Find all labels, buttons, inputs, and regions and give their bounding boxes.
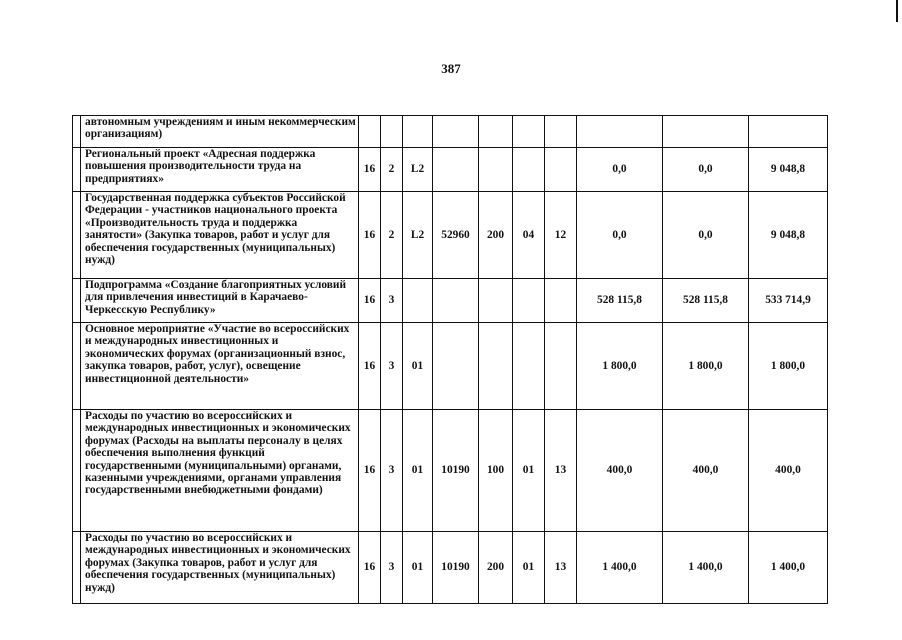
amount-year3-cell <box>749 116 828 148</box>
event-code-cell <box>403 279 433 323</box>
table-body <box>73 116 828 604</box>
row-marker-cell <box>73 323 81 410</box>
amount-year1-cell: 0,0 <box>577 192 663 279</box>
amount-year2-cell: 0,0 <box>663 148 749 192</box>
amount-year3-cell: 533 714,9 <box>749 279 828 323</box>
subprogram-code-cell: 3 <box>381 410 403 532</box>
expense-name-cell: Государственная поддержка субъектов Российской Федерации - участников национального проекта «Производительность труда и поддержка занятости» (Закупка товаров, работ и услуг для обеспечения государственных (муниципальных) нужд) <box>81 192 359 279</box>
ministry-code-cell <box>359 116 381 148</box>
ministry-code-cell: 16 <box>359 410 381 532</box>
subprogram-code-cell: 3 <box>381 279 403 323</box>
direction-code-cell <box>433 323 479 410</box>
row-marker-cell <box>73 148 81 192</box>
table-row <box>73 532 828 604</box>
section-cell: 01 <box>513 410 545 532</box>
table-row <box>73 323 828 410</box>
subsection-cell: 12 <box>545 192 577 279</box>
section-cell <box>513 323 545 410</box>
amount-year3-cell: 9 048,8 <box>749 192 828 279</box>
direction-code-cell <box>433 148 479 192</box>
row-marker-cell <box>73 279 81 323</box>
table-row <box>73 116 828 148</box>
direction-code-cell <box>433 116 479 148</box>
amount-year2-cell <box>663 116 749 148</box>
expense-name-cell: Подпрограмма «Создание благоприятных условий для привлечения инвестиций в Карачаево-Черкесскую Республику» <box>81 279 359 323</box>
section-cell: 04 <box>513 192 545 279</box>
expense-name-cell: Расходы по участию во всероссийских и международных инвестиционных и экономических форумах (Расходы на выплаты персоналу в целях обеспечения выполнения функций государственными (муниципальными) органами, казенными учреждениями, органами управления государственными внебюджетными фондами) <box>81 410 359 532</box>
page-edge-mark <box>896 0 898 22</box>
section-cell <box>513 148 545 192</box>
subsection-cell <box>545 279 577 323</box>
amount-year3-cell: 9 048,8 <box>749 148 828 192</box>
ministry-code-cell: 16 <box>359 148 381 192</box>
event-code-cell: L2 <box>403 148 433 192</box>
row-marker-cell <box>73 192 81 279</box>
expense-name-cell: Расходы по участию во всероссийских и международных инвестиционных и экономических форумах (Закупка товаров, работ и услуг для обеспечения государственных (муниципальных) нужд) <box>81 532 359 604</box>
amount-year1-cell: 1 400,0 <box>577 532 663 604</box>
subprogram-code-cell: 2 <box>381 192 403 279</box>
expense-type-cell <box>479 116 513 148</box>
event-code-cell: L2 <box>403 192 433 279</box>
event-code-cell: 01 <box>403 410 433 532</box>
amount-year2-cell: 1 800,0 <box>663 323 749 410</box>
subsection-cell: 13 <box>545 532 577 604</box>
amount-year2-cell: 0,0 <box>663 192 749 279</box>
amount-year3-cell: 1 800,0 <box>749 323 828 410</box>
budget-table <box>72 115 828 604</box>
expense-name-cell: автономным учреждениям и иным некоммерческим организациям) <box>81 116 359 148</box>
amount-year1-cell: 0,0 <box>577 148 663 192</box>
ministry-code-cell: 16 <box>359 192 381 279</box>
subprogram-code-cell <box>381 116 403 148</box>
amount-year1-cell: 1 800,0 <box>577 323 663 410</box>
subsection-cell: 13 <box>545 410 577 532</box>
expense-type-cell <box>479 148 513 192</box>
row-marker-cell <box>73 410 81 532</box>
expense-type-cell <box>479 279 513 323</box>
expense-type-cell: 200 <box>479 192 513 279</box>
amount-year1-cell: 400,0 <box>577 410 663 532</box>
direction-code-cell: 10190 <box>433 410 479 532</box>
ministry-code-cell: 16 <box>359 323 381 410</box>
row-marker-cell <box>73 532 81 604</box>
ministry-code-cell: 16 <box>359 532 381 604</box>
expense-type-cell: 200 <box>479 532 513 604</box>
expense-name-cell: Региональный проект «Адресная поддержка повышения производительности труда на предприятиях» <box>81 148 359 192</box>
event-code-cell: 01 <box>403 323 433 410</box>
expense-type-cell: 100 <box>479 410 513 532</box>
event-code-cell <box>403 116 433 148</box>
table-row <box>73 279 828 323</box>
ministry-code-cell: 16 <box>359 279 381 323</box>
subprogram-code-cell: 3 <box>381 323 403 410</box>
direction-code-cell: 10190 <box>433 532 479 604</box>
direction-code-cell: 52960 <box>433 192 479 279</box>
amount-year3-cell: 1 400,0 <box>749 532 828 604</box>
section-cell <box>513 116 545 148</box>
expense-name-cell: Основное мероприятие «Участие во всероссийских и международных инвестиционных и экономических форумах (организационный взнос, закупка товаров, работ, услуг), освещение инвестиционной деятельности» <box>81 323 359 410</box>
page-number: 387 <box>441 61 461 76</box>
row-marker-cell <box>73 116 81 148</box>
section-cell <box>513 279 545 323</box>
amount-year3-cell: 400,0 <box>749 410 828 532</box>
amount-year1-cell <box>577 116 663 148</box>
amount-year1-cell: 528 115,8 <box>577 279 663 323</box>
section-cell: 01 <box>513 532 545 604</box>
subsection-cell <box>545 148 577 192</box>
table-row <box>73 192 828 279</box>
subprogram-code-cell: 3 <box>381 532 403 604</box>
amount-year2-cell: 1 400,0 <box>663 532 749 604</box>
amount-year2-cell: 528 115,8 <box>663 279 749 323</box>
event-code-cell: 01 <box>403 532 433 604</box>
table-row <box>73 410 828 532</box>
direction-code-cell <box>433 279 479 323</box>
subsection-cell <box>545 323 577 410</box>
subsection-cell <box>545 116 577 148</box>
amount-year2-cell: 400,0 <box>663 410 749 532</box>
table-row <box>73 148 828 192</box>
subprogram-code-cell: 2 <box>381 148 403 192</box>
expense-type-cell <box>479 323 513 410</box>
